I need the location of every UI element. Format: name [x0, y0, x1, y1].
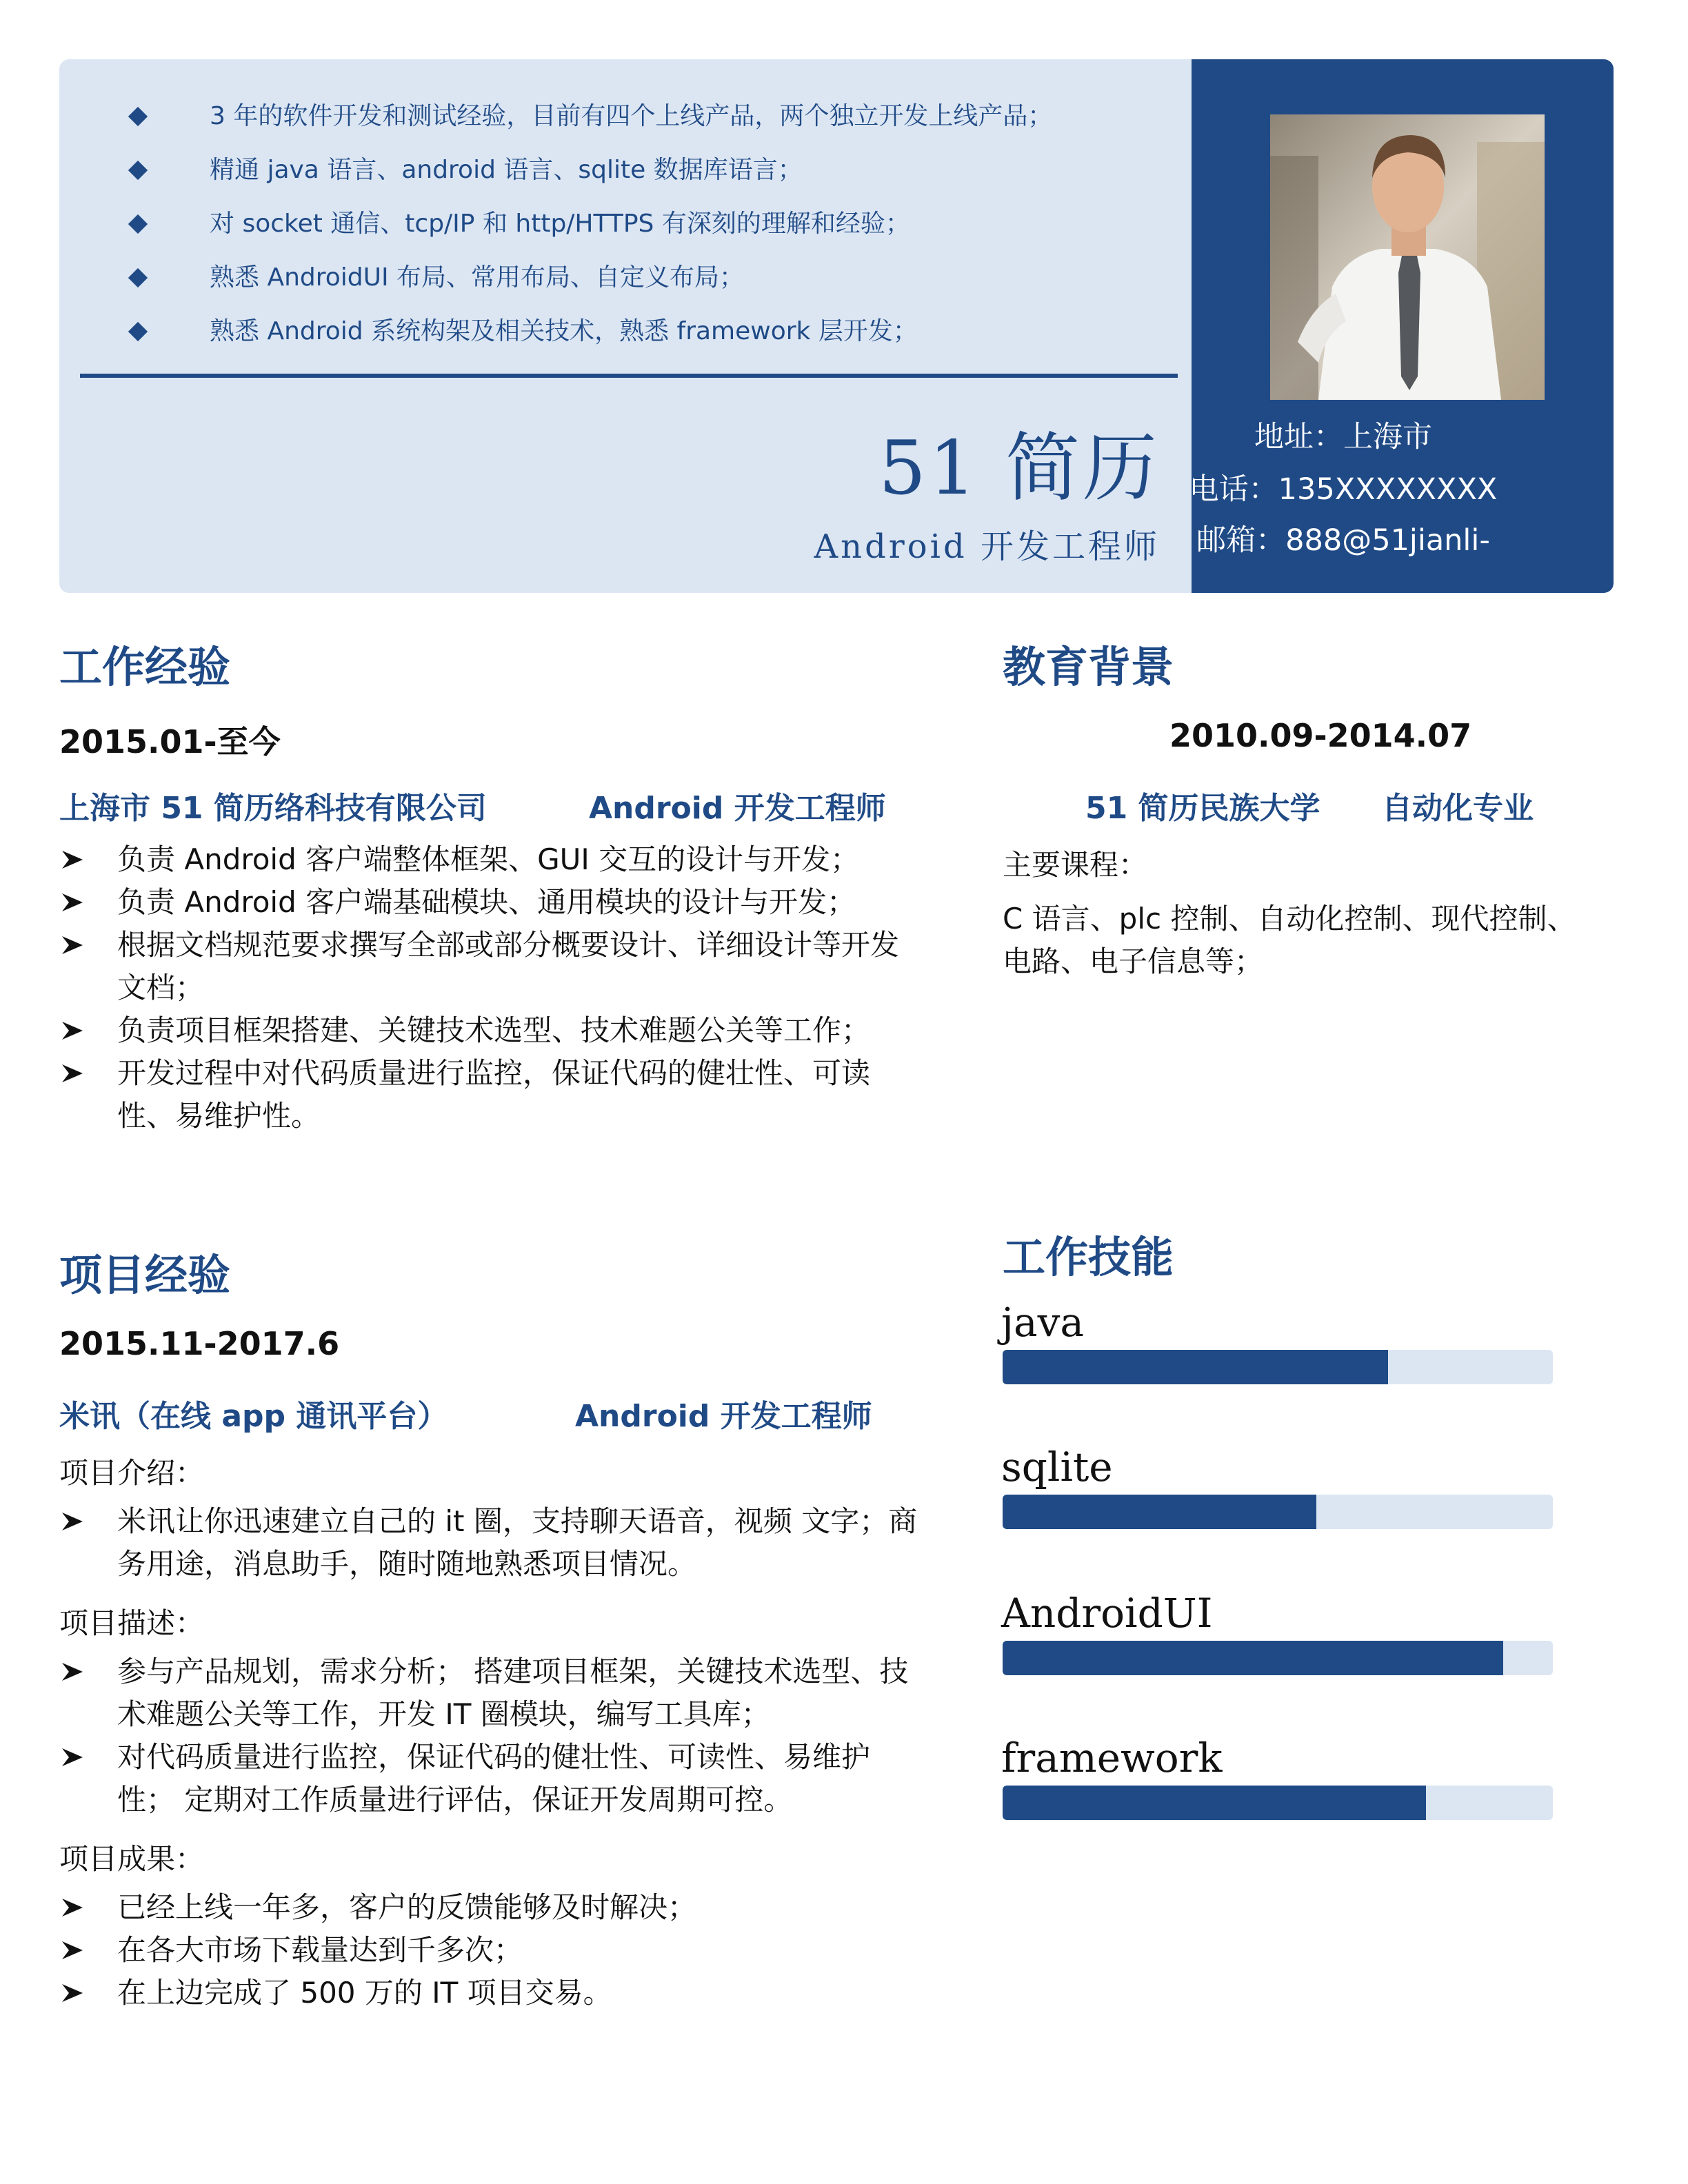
list-item: 米讯让你迅速建立自己的 it 圈，支持聊天语音，视频 文字；商 务用途，消息助手，随时随地熟悉项目情况。 [59, 1500, 956, 1586]
header-divider [80, 374, 1178, 378]
contact-phone: 电话：135XXXXXXXX [1189, 472, 1498, 507]
arrow-bullet-icon [59, 838, 87, 881]
diamond-bullet-icon [128, 268, 148, 287]
list-item: 在上边完成了 500 万的 IT 项目交易。 [59, 1972, 956, 2014]
arrow-bullet-icon [59, 1886, 87, 1929]
summary-item: 对 socket 通信、tcp/IP 和 http/HTTPS 有深刻的理解和经验； [91, 197, 1167, 251]
project-result-label: 项目成果： [59, 1842, 205, 1876]
education-section-title: 教育背景 [1003, 642, 1174, 692]
diamond-bullet-icon [128, 107, 148, 126]
arrow-bullet-icon [59, 881, 87, 924]
list-item: 参与产品规划，需求分析； 搭建项目框架，关键技术选型、技 术难题公关等工作，开发 IT 圈模块，编写工具库； [59, 1650, 956, 1736]
skill-bar-fill [1003, 1641, 1503, 1675]
courses-label: 主要课程： [1003, 848, 1148, 882]
project-date: 2015.11-2017.6 [59, 1325, 340, 1362]
work-position: Android 开发工程师 [589, 791, 886, 826]
contact-email: 邮箱：888@51jianli- [1196, 523, 1490, 558]
work-company: 上海市 51 简历络科技有限公司 [59, 791, 487, 826]
list-item: 开发过程中对代码质量进行监控，保证代码的健壮性、可读 性、易维护性。 [59, 1052, 956, 1138]
arrow-bullet-icon [59, 1009, 87, 1052]
summary-item: 熟悉 Android 系统构架及相关技术，熟悉 framework 层开发； [91, 305, 1167, 358]
work-section-title: 工作经验 [59, 642, 231, 692]
skills-section-title: 工作技能 [1003, 1232, 1174, 1282]
work-duties-list [59, 838, 956, 1138]
skill-name: java [1001, 1299, 1084, 1346]
project-result-list [59, 1886, 956, 2014]
arrow-bullet-icon [59, 1052, 87, 1095]
education-date: 2010.09-2014.07 [1169, 717, 1472, 754]
skill-bar-fill [1003, 1350, 1388, 1384]
arrow-bullet-icon [59, 1650, 87, 1693]
skill-bar-fill [1003, 1495, 1316, 1529]
project-position: Android 开发工程师 [575, 1399, 872, 1434]
list-item: 负责 Android 客户端基础模块、通用模块的设计与开发； [59, 881, 956, 924]
arrow-bullet-icon [59, 1500, 87, 1543]
skill-bar-track [1003, 1641, 1553, 1675]
skill-bar-track [1003, 1495, 1553, 1529]
contact-address: 地址：上海市 [1254, 420, 1432, 454]
skill-name: framework [1001, 1735, 1223, 1781]
skill-name: AndroidUI [1001, 1590, 1213, 1637]
arrow-bullet-icon [59, 1736, 87, 1779]
project-intro-label: 项目介绍： [59, 1456, 205, 1490]
list-item: 负责 Android 客户端整体框架、GUI 交互的设计与开发； [59, 838, 956, 881]
education-major: 自动化专业 [1382, 791, 1534, 826]
work-date: 2015.01-至今 [59, 723, 281, 760]
project-intro-list [59, 1500, 956, 1586]
skill-bar-fill [1003, 1786, 1426, 1820]
list-item: 在各大市场下载量达到千多次； [59, 1929, 956, 1972]
diamond-bullet-icon [128, 161, 148, 180]
courses-line: C 语言、plc 控制、自动化控制、现代控制、 [1003, 902, 1576, 936]
summary-item: 熟悉 AndroidUI 布局、常用布局、自定义布局； [91, 251, 1167, 305]
list-item: 负责项目框架搭建、关键技术选型、技术难题公关等工作； [59, 1009, 956, 1052]
project-name: 米讯（在线 app 通讯平台） [59, 1399, 448, 1434]
project-desc-list [59, 1650, 956, 1821]
arrow-bullet-icon [59, 1929, 87, 1972]
skill-bar-track [1003, 1350, 1553, 1384]
resume-name: 51 简历 [878, 425, 1160, 512]
list-item: 对代码质量进行监控，保证代码的健壮性、可读性、易维护 性； 定期对工作质量进行评估，保证开发周期可控。 [59, 1736, 956, 1821]
diamond-bullet-icon [128, 322, 148, 341]
project-section-title: 项目经验 [59, 1250, 231, 1300]
project-desc-label: 项目描述： [59, 1606, 205, 1640]
summary-item: 精通 java 语言、android 语言、sqlite 数据库语言； [91, 143, 1167, 197]
arrow-bullet-icon [59, 924, 87, 967]
education-school: 51 简历民族大学 [1085, 791, 1320, 826]
list-item: 已经上线一年多，客户的反馈能够及时解决； [59, 1886, 956, 1929]
diamond-bullet-icon [128, 214, 148, 234]
summary-item: 3 年的软件开发和测试经验，目前有四个上线产品，两个独立开发上线产品； [91, 90, 1167, 143]
skill-bar-track [1003, 1786, 1553, 1820]
courses-line: 电路、电子信息等； [1003, 944, 1264, 978]
skill-name: sqlite [1001, 1444, 1113, 1490]
profile-photo [1270, 114, 1545, 400]
summary-list [91, 90, 1167, 358]
resume-role: Android 开发工程师 [814, 527, 1160, 566]
list-item: 根据文档规范要求撰写全部或部分概要设计、详细设计等开发 文档； [59, 924, 956, 1009]
arrow-bullet-icon [59, 1972, 87, 2014]
profile-photo-image [1270, 114, 1545, 400]
